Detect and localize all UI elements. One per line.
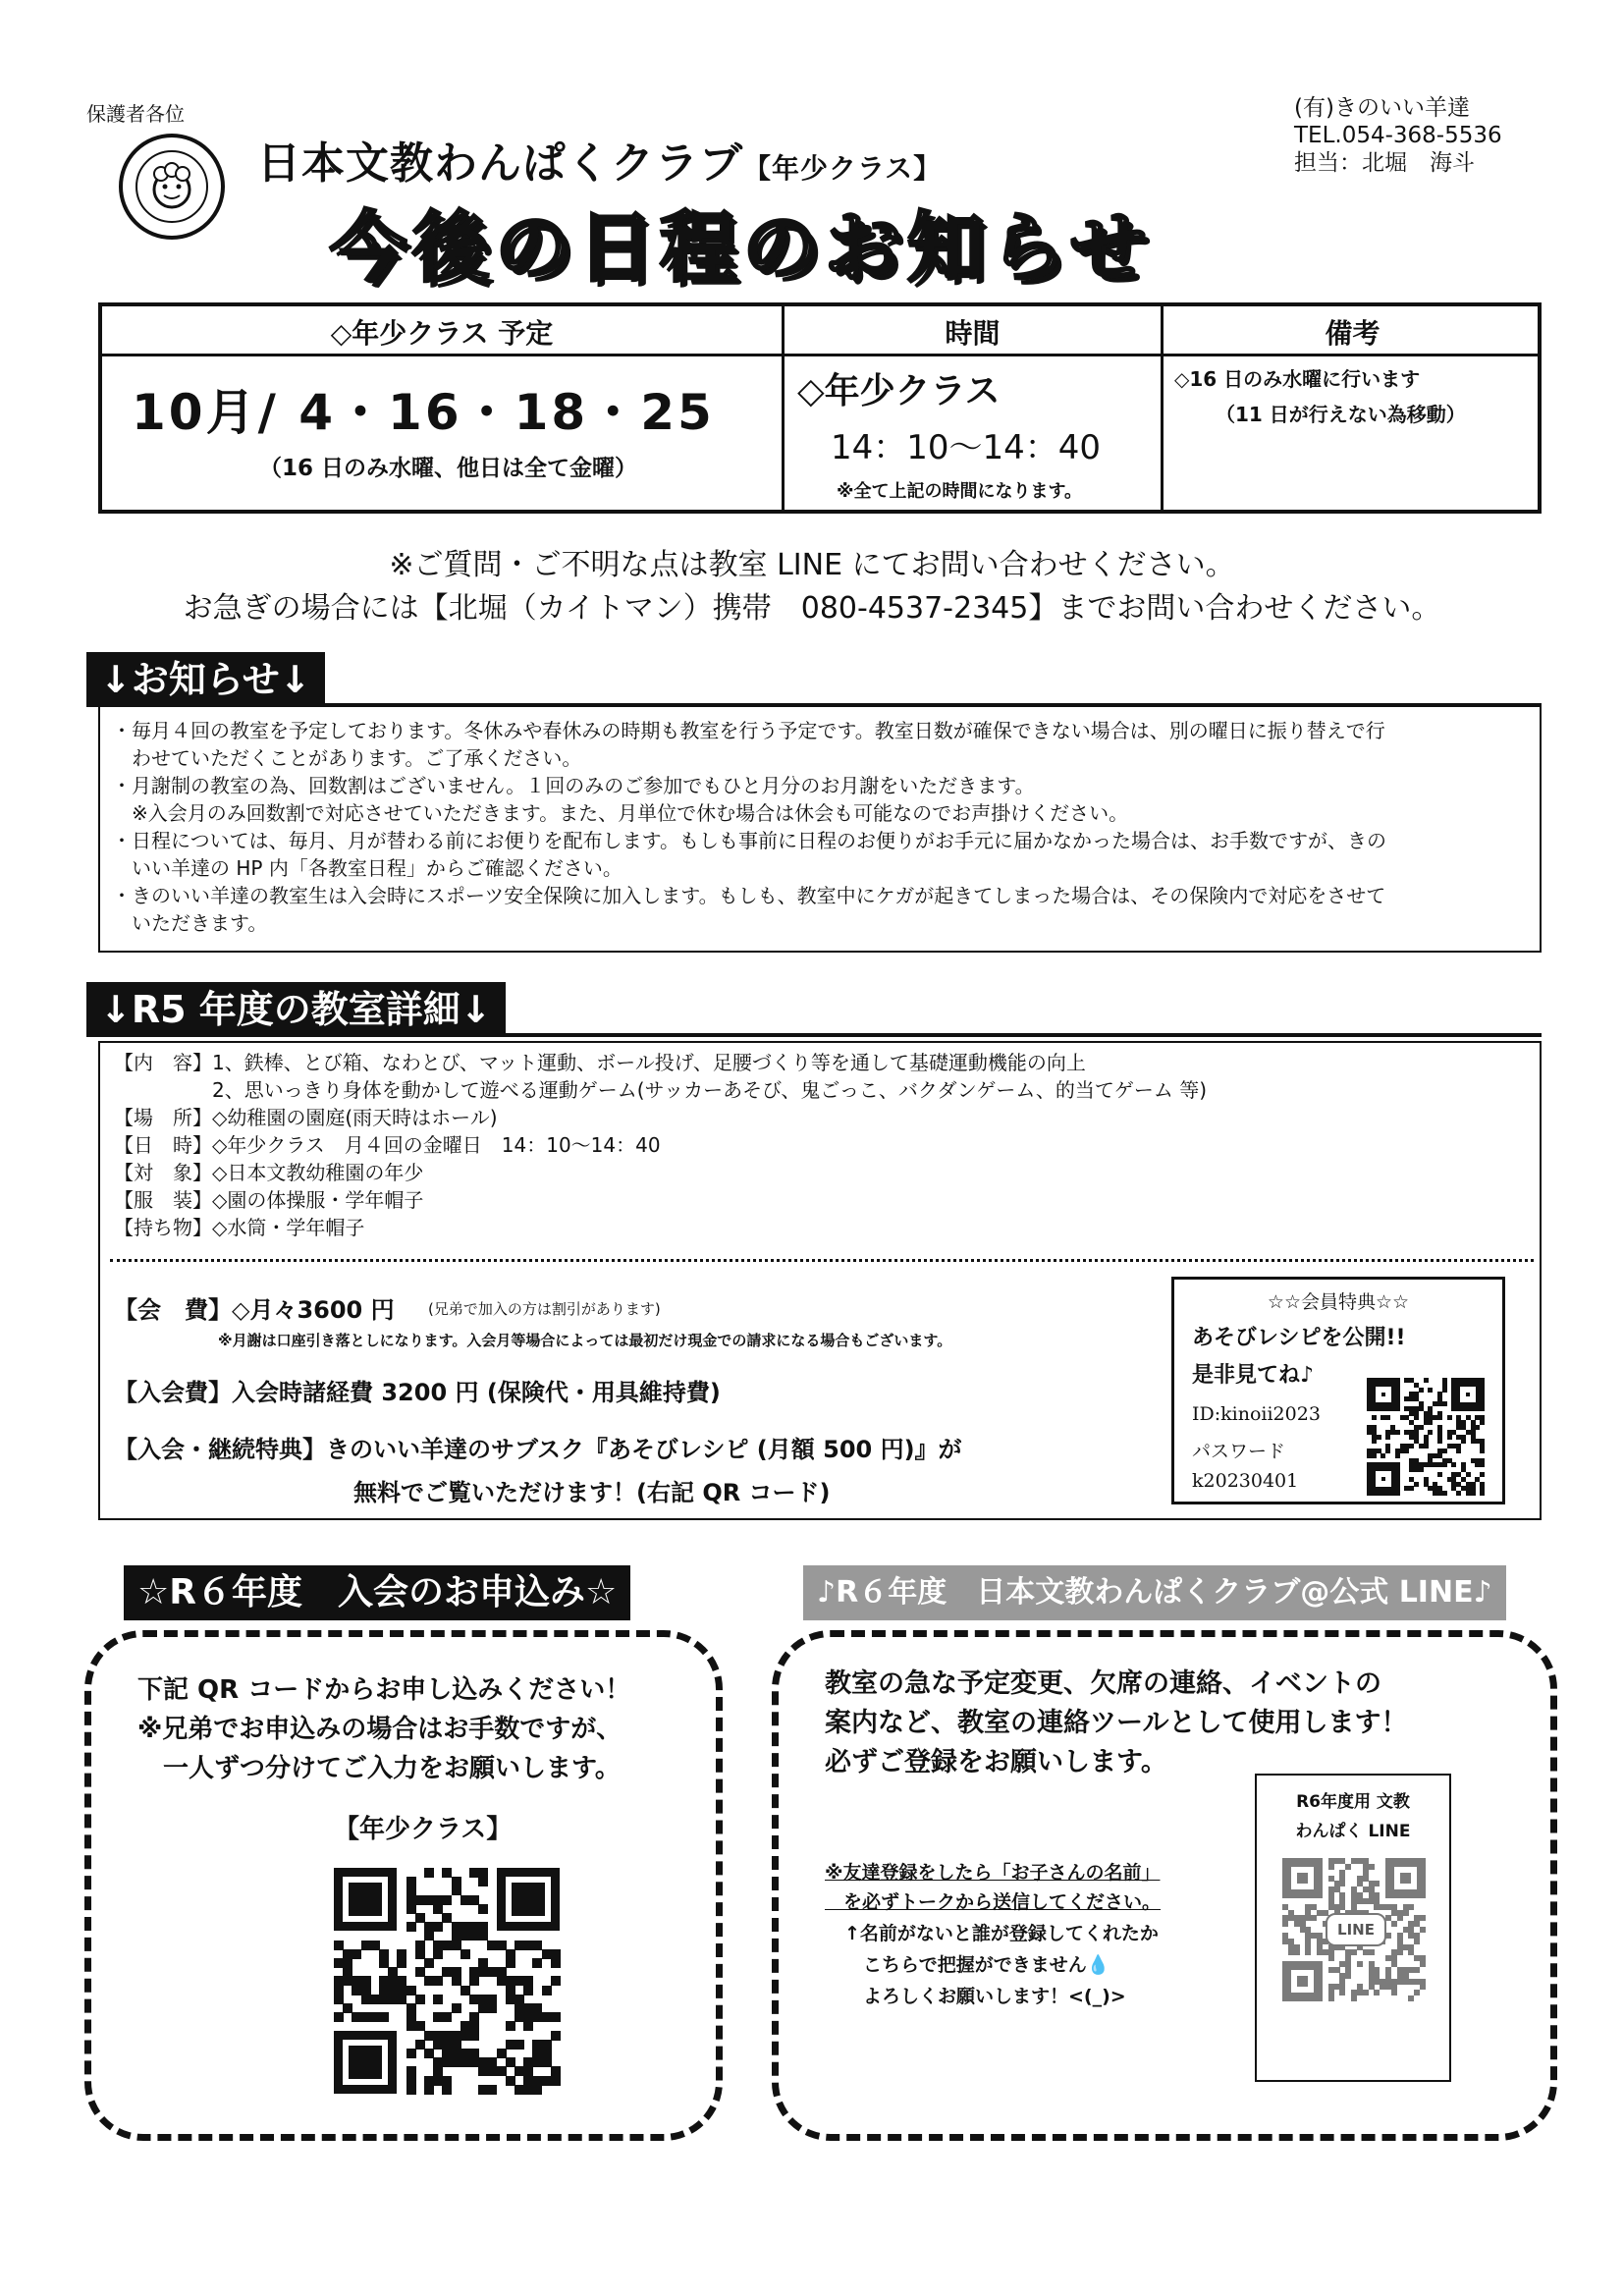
qr-module	[1328, 1955, 1334, 1961]
qr-module	[406, 1922, 416, 1932]
qr-module	[1385, 1933, 1391, 1939]
qr-module	[460, 1949, 470, 1959]
qr-module	[469, 1976, 479, 1986]
line-heading: ♪R６年度 日本文教わんぱくクラブ@公式 LINE♪	[803, 1565, 1506, 1620]
qr-module	[1442, 1449, 1447, 1453]
qr-module	[1480, 1449, 1485, 1453]
subscription-perk-1: 【入会・継続特典】きのいい羊達のサブスク『あそびレシピ (月額 500 円)』が	[114, 1436, 962, 1463]
detail-row: 【日 時】◇年少クラス 月４回の金曜日 14：10～14：40	[114, 1133, 661, 1157]
club-logo	[118, 133, 226, 241]
qr-module	[1414, 1967, 1420, 1973]
qr-module	[1442, 1462, 1447, 1467]
qr-module	[1456, 1491, 1461, 1496]
line-note-3: ↑名前がないと誰が登録してくれたか	[844, 1923, 1159, 1944]
contact-line-2: お急ぎの場合には【北堀（カイトマン）携帯 080-4537-2345】までお問い合わせください。	[183, 591, 1441, 626]
qr-module	[1282, 1921, 1288, 1927]
qr-module	[532, 1958, 542, 1968]
qr-module	[551, 2031, 561, 2041]
qr-module	[1480, 1462, 1485, 1467]
qr-module	[478, 1877, 488, 1886]
detail-row: 2、思いっきり身体を動かして遊べる運動ゲーム(サッカーあそび、鬼ごっこ、バクダンゲーム、的当てゲーム 等)	[114, 1078, 1208, 1102]
qr-module	[1363, 1990, 1369, 1995]
qr-module	[532, 2085, 542, 2095]
qr-module	[334, 2012, 344, 2022]
qr-module	[1480, 1472, 1485, 1477]
notice-line: いただきます。	[112, 911, 268, 935]
qr-module	[1305, 1949, 1311, 1955]
qr-module	[1442, 1491, 1447, 1496]
qr-module	[415, 1995, 425, 2004]
qr-module	[1420, 1927, 1426, 1933]
qr-module	[1374, 1990, 1380, 1995]
fee-note: (兄弟で加入の方は割引があります)	[428, 1300, 661, 1318]
member-perk-line-2: 是非見てね♪	[1192, 1363, 1315, 1388]
qr-module	[1480, 1420, 1485, 1425]
detail-row: 【服 装】◇園の体操服・学年帽子	[114, 1188, 424, 1212]
qr-module	[1357, 1961, 1363, 1967]
qr-module	[1428, 1420, 1433, 1425]
apply-line-2: ※兄弟でお申込みの場合はお手数ですが、	[137, 1715, 623, 1744]
qr-module	[551, 2012, 561, 2022]
qr-module	[433, 1922, 443, 1932]
qr-module	[487, 2003, 497, 2013]
member-qr-code[interactable]	[1367, 1378, 1485, 1496]
qr-module	[1404, 1449, 1409, 1453]
line-note-4: こちらで把握ができません💧	[844, 1954, 1110, 1976]
detail-row: 【場 所】◇幼稚園の園庭(雨天時はホール)	[114, 1106, 498, 1129]
fee-label: 【会 費】◇月々3600 円	[114, 1296, 395, 1324]
schedule-time-note: ※全て上記の時間になります。	[837, 481, 1083, 502]
qr-module	[424, 2085, 434, 2095]
line-desc-2: 案内など、教室の連絡ツールとして使用します！	[825, 1708, 1408, 1738]
qr-module	[1395, 1430, 1400, 1435]
qr-module	[1424, 1444, 1429, 1449]
qr-module	[1391, 1921, 1397, 1927]
qr-module	[469, 2031, 479, 2041]
line-qr-card	[1255, 1774, 1451, 2082]
notice-line: ・月謝制の教室の為、回数割はございません。１回のみのご参加でもひと月分のお月謝をいただきます。	[112, 774, 1035, 797]
schedule-remark-2: （11 日が行えない為移動）	[1216, 403, 1466, 426]
club-title	[257, 128, 942, 191]
schedule-dates: 10月/ 4・16・18・25	[132, 384, 715, 441]
qr-finder-pattern	[334, 1868, 397, 1931]
qr-module	[442, 1895, 452, 1905]
apply-qr-code[interactable]	[334, 1868, 560, 2094]
qr-module	[1380, 1453, 1385, 1458]
schedule-remark-1: ◇16 日のみ水曜に行います	[1174, 367, 1421, 391]
schedule-class-label: ◇年少クラス	[797, 371, 1001, 411]
qr-module	[406, 2085, 416, 2095]
contact-line-1: ※ご質問・ご不明な点は教室 LINE にてお問い合わせください。	[389, 548, 1235, 582]
detail-row: 【持ち物】◇水筒・学年帽子	[114, 1216, 365, 1239]
qr-module	[452, 2003, 461, 2013]
qr-module	[1437, 1415, 1442, 1420]
qr-module	[1442, 1401, 1447, 1406]
member-perk-line-1: あそびレシピを公開!!	[1192, 1326, 1406, 1350]
qr-module	[1428, 1388, 1433, 1393]
notice-line: わせていただくことがあります。ご了承ください。	[112, 746, 582, 770]
schedule-dates-note: （16 日のみ水曜、他日は全て金曜）	[259, 456, 638, 481]
line-logo-icon: LINE	[1326, 1913, 1386, 1946]
schedule-time: 14：10～14：40	[831, 428, 1102, 467]
qr-module	[506, 1958, 515, 1968]
qr-module	[1471, 1491, 1476, 1496]
qr-module	[1420, 1961, 1426, 1967]
line-note-1: ※友達登録をしたら「お子さんの名前」	[825, 1862, 1161, 1884]
qr-module	[1345, 1973, 1351, 1979]
company-info	[1294, 94, 1502, 177]
qr-module	[1414, 1482, 1419, 1487]
qr-module	[1437, 1472, 1442, 1477]
qr-module	[478, 1904, 488, 1914]
qr-module	[1419, 1388, 1424, 1393]
qr-module	[442, 2012, 452, 2022]
qr-module	[1391, 1990, 1397, 1995]
qr-module	[551, 1958, 561, 1968]
qr-module	[514, 2040, 524, 2050]
qr-module	[1414, 1939, 1420, 1944]
qr-module	[379, 2012, 389, 2022]
details-divider	[110, 1259, 1534, 1262]
qr-module	[1339, 1990, 1345, 1995]
qr-module	[1397, 1949, 1403, 1955]
detail-row: 【内 容】1、鉄棒、とび箱、なわとび、マット運動、ボール投げ、足腰づくり等を通して基礎運動機能の向上	[114, 1051, 1086, 1074]
qr-module	[551, 2076, 561, 2086]
qr-module	[1294, 1949, 1300, 1955]
qr-module	[1403, 1910, 1409, 1916]
qr-module	[1311, 1915, 1317, 1921]
qr-module	[1385, 1435, 1390, 1440]
qr-module	[1385, 1449, 1390, 1453]
qr-module	[1339, 1881, 1345, 1886]
qr-module	[1414, 1990, 1420, 1995]
qr-finder-pattern	[1282, 1858, 1323, 1898]
qr-module	[1424, 1378, 1429, 1383]
member-perk-title: ☆☆会員特典☆☆	[1267, 1291, 1410, 1313]
qr-finder-pattern	[334, 2031, 397, 2094]
member-perk-id: ID:kinoii2023	[1192, 1403, 1321, 1425]
line-note-5: よろしくお願いします！<(_)>	[844, 1986, 1126, 2007]
qr-module	[1351, 1949, 1357, 1955]
qr-module	[433, 1995, 443, 2004]
fee-subnote: ※月謝は口座引き落としになります。入会月等場合によっては最初だけ現金での請求になる場合もございます。	[218, 1332, 952, 1349]
qr-module	[397, 1958, 406, 1968]
qr-module	[1414, 1415, 1419, 1420]
qr-module	[542, 1986, 552, 1995]
qr-module	[1409, 1444, 1414, 1449]
qr-module	[1451, 1462, 1456, 1467]
schedule-table	[98, 302, 1542, 514]
notice-heading: ↓お知らせ↓	[86, 652, 325, 707]
qr-module	[487, 2085, 497, 2095]
qr-module	[1369, 1949, 1375, 1955]
qr-module	[1447, 1415, 1452, 1420]
schedule-header-plan: ◇年少クラス 予定	[330, 317, 554, 350]
member-perk-pw: k20230401	[1192, 1470, 1299, 1492]
qr-module	[1428, 1430, 1433, 1435]
qr-module	[1420, 1915, 1426, 1921]
qr-module	[551, 1976, 561, 1986]
line-desc-1: 教室の急な予定変更、欠席の連絡、イベントの	[825, 1668, 1381, 1699]
qr-module	[1345, 1864, 1351, 1870]
qr-module	[424, 1868, 434, 1878]
qr-module	[1447, 1435, 1452, 1440]
qr-finder-pattern	[1367, 1462, 1400, 1496]
notice-line: ・きのいい羊達の教室生は入会時にスポーツ安全保険に加入します。もしも、教室中にケガが起きてしまった場合は、その保険内で対応をさせて	[112, 884, 1386, 907]
qr-module	[442, 2085, 452, 2095]
qr-module	[1351, 1995, 1357, 2001]
qr-module	[1397, 1915, 1403, 1921]
qr-module	[1437, 1439, 1442, 1444]
qr-module	[1409, 1486, 1414, 1491]
notice-line: ※入会月のみ回数割で対応させていただきます。また、月単位で休む場合は休会も可能なのでお声掛けください。	[112, 801, 1129, 825]
member-perk-box	[1171, 1277, 1505, 1504]
qr-module	[1456, 1449, 1461, 1453]
recipient-label: 保護者各位	[86, 102, 185, 126]
qr-module	[1372, 1415, 1377, 1420]
company-staff: 担当：北堀 海斗	[1294, 150, 1475, 176]
schedule-header-time: 時間	[945, 317, 1001, 350]
qr-module	[1385, 1415, 1390, 1420]
qr-module	[433, 1949, 443, 1959]
qr-module	[433, 1976, 443, 1986]
qr-module	[1461, 1439, 1466, 1444]
qr-module	[1395, 1453, 1400, 1458]
qr-module	[1419, 1467, 1424, 1472]
qr-module	[1480, 1491, 1485, 1496]
qr-module	[1420, 1984, 1426, 1990]
qr-module	[1466, 1472, 1471, 1477]
qr-finder-pattern	[497, 1868, 560, 1931]
qr-module	[1419, 1425, 1424, 1430]
apply-class-label: 【年少クラス】	[334, 1815, 513, 1844]
line-note-2: を必ずトークから送信してください。	[825, 1891, 1162, 1913]
qr-module	[424, 1958, 434, 1968]
detail-row: 【対 象】◇日本文教幼稚園の年少	[114, 1161, 424, 1184]
qr-finder-pattern	[1451, 1378, 1485, 1411]
subscription-perk-2: 無料でご覧いただけます！(右記 QR コード)	[353, 1479, 831, 1506]
class-tag: 【年少クラス】	[743, 152, 943, 185]
qr-module	[1408, 1904, 1414, 1910]
qr-module	[523, 1986, 533, 1995]
details-heading: ↓R5 年度の教室詳細↓	[86, 982, 506, 1037]
qr-module	[406, 2049, 416, 2058]
member-perk-pw-label: パスワード	[1192, 1441, 1286, 1462]
qr-module	[1372, 1453, 1377, 1458]
details-heading-rule	[86, 1033, 1542, 1037]
club-name: 日本文教わんぱくクラブ	[257, 138, 743, 189]
apply-line-3: 一人ずつ分けてご入力をお願いします。	[137, 1754, 621, 1783]
page-title: 今後の日程のお知らせ	[330, 204, 1153, 293]
company-name: (有)きのいい羊達	[1294, 95, 1470, 121]
apply-heading: ☆R６年度 入会のお申込み☆	[124, 1565, 630, 1620]
qr-module	[1442, 1388, 1447, 1393]
qr-finder-pattern	[1385, 1858, 1426, 1898]
qr-module	[1374, 1881, 1380, 1886]
qr-module	[1369, 1864, 1375, 1870]
notice-box	[98, 705, 1542, 953]
line-desc-3: 必ずご登録をお願いします。	[825, 1747, 1167, 1777]
apply-line-1: 下記 QR コードからお申し込みください！	[137, 1675, 631, 1705]
line-qr-title-1: R6年度用 文教	[1296, 1792, 1410, 1812]
qr-module	[1377, 1435, 1381, 1440]
qr-module	[1372, 1439, 1377, 1444]
company-tel: TEL.054-368-5536	[1294, 123, 1502, 148]
notice-line: ・日程については、毎月、月が替わる前にお便りを配布します。もしも事前に日程のお便りがお手元に届かなかった場合は、お手数ですが、きの	[112, 829, 1386, 852]
qr-module	[1328, 1995, 1334, 2001]
notice-line: いい羊達の HP 内「各教室日程」からご確認ください。	[112, 856, 623, 880]
qr-module	[352, 1949, 361, 1959]
qr-module	[523, 2021, 533, 2031]
qr-module	[1408, 1995, 1414, 2001]
schedule-header-remarks: 備考	[1325, 317, 1380, 350]
qr-finder-pattern	[1282, 1961, 1323, 2001]
qr-module	[1328, 1864, 1334, 1870]
notice-line: ・毎月４回の教室を予定しております。冬休みや春休みの時期も教室を行う予定です。教室日数が確保できない場合は、別の曜日に振り替えで行	[112, 719, 1385, 742]
qr-module	[1475, 1425, 1480, 1430]
qr-module	[506, 2021, 515, 2031]
qr-finder-pattern	[1367, 1378, 1400, 1411]
entry-fee: 【入会費】入会時諸経費 3200 円 (保険代・用具維持費)	[114, 1379, 721, 1406]
line-qr-title-2: わんぱく LINE	[1295, 1822, 1411, 1841]
